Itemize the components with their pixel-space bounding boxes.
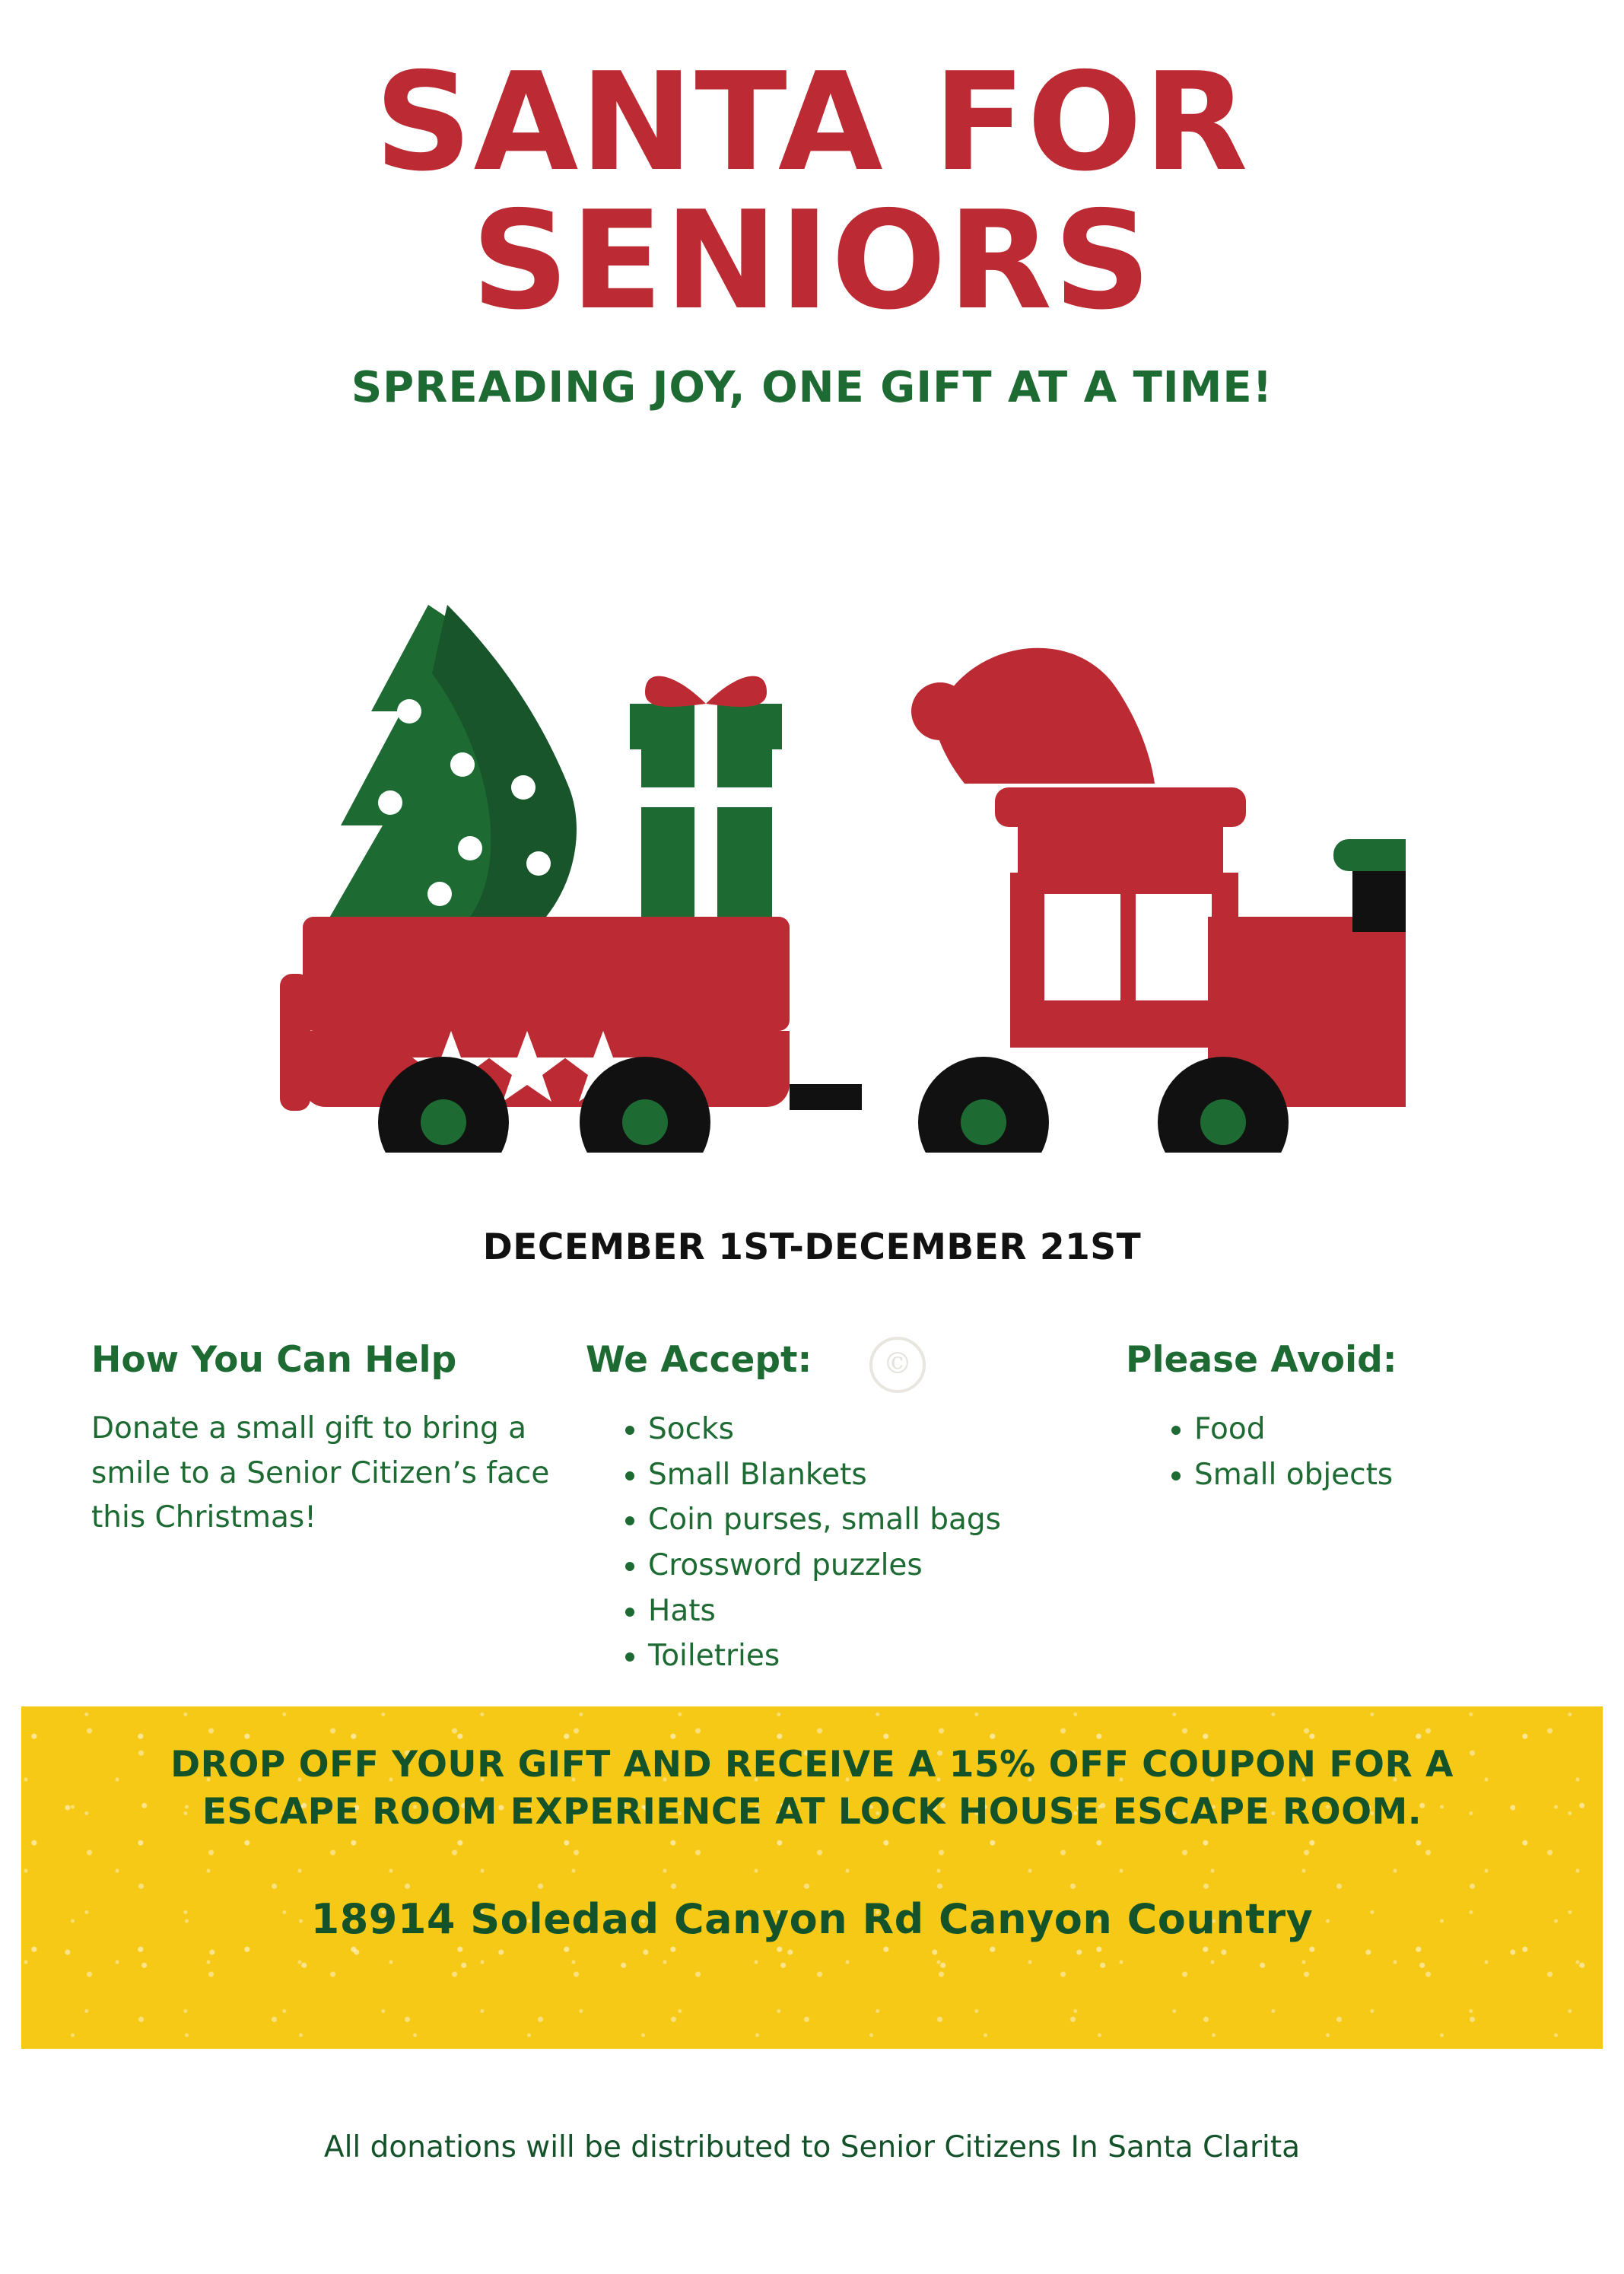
please-avoid-heading: Please Avoid:	[1126, 1339, 1397, 1381]
how-you-can-help-heading: How You Can Help	[91, 1339, 457, 1381]
gift-box-icon	[630, 676, 782, 917]
we-accept-heading: We Accept:	[586, 1339, 812, 1381]
title-block	[0, 43, 1624, 413]
train-coupler	[790, 1084, 862, 1110]
please-avoid-list	[1080, 1407, 1537, 1497]
column-we-accept	[578, 1339, 1080, 1679]
coupon-banner-line-1: DROP OFF YOUR GIFT AND RECEIVE A 15% OFF COUPON FOR A	[170, 1744, 1454, 1786]
page-title-line-1: SANTA FOR	[374, 43, 1250, 201]
page-subtitle: SPREADING JOY, ONE GIFT AT A TIME!	[351, 363, 1273, 413]
list-item: • Small objects	[1194, 1452, 1537, 1498]
coupon-banner-line-2: ESCAPE ROOM EXPERIENCE AT LOCK HOUSE ESCAPE ROOM.	[202, 1791, 1422, 1834]
list-item: • Food	[1194, 1407, 1537, 1452]
copyright-watermark-icon: ©	[869, 1337, 926, 1393]
christmas-tree-icon	[326, 605, 577, 924]
column-how-you-can-help	[91, 1339, 578, 1541]
list-item: • Toiletries	[648, 1633, 1080, 1679]
train-icon	[219, 559, 1406, 1153]
column-please-avoid	[1080, 1339, 1537, 1497]
christmas-train-illustration	[0, 559, 1624, 1153]
coupon-banner	[21, 1706, 1603, 2049]
we-accept-list	[578, 1407, 1080, 1679]
footer-note: All donations will be distributed to Senior Citizens In Santa Clarita	[323, 2130, 1301, 2164]
info-columns	[91, 1339, 1537, 1679]
list-item: • Coin purses, small bags	[648, 1497, 1080, 1543]
page-title-line-2: SENIORS	[471, 181, 1153, 339]
list-item: • Crossword puzzles	[648, 1543, 1080, 1589]
how-you-can-help-body: Donate a small gift to bring a smile to a Senior Citizen’s face this Christmas!	[91, 1411, 550, 1535]
list-item: • Small Blankets	[648, 1452, 1080, 1498]
dropoff-address: 18914 Soledad Canyon Rd Canyon Country	[310, 1895, 1314, 1944]
donation-dates: DECEMBER 1ST-DECEMBER 21ST	[482, 1226, 1142, 1268]
list-item: • Hats	[648, 1589, 1080, 1634]
list-item: • Socks	[648, 1407, 1080, 1452]
train-flatbed-car	[280, 917, 790, 1111]
